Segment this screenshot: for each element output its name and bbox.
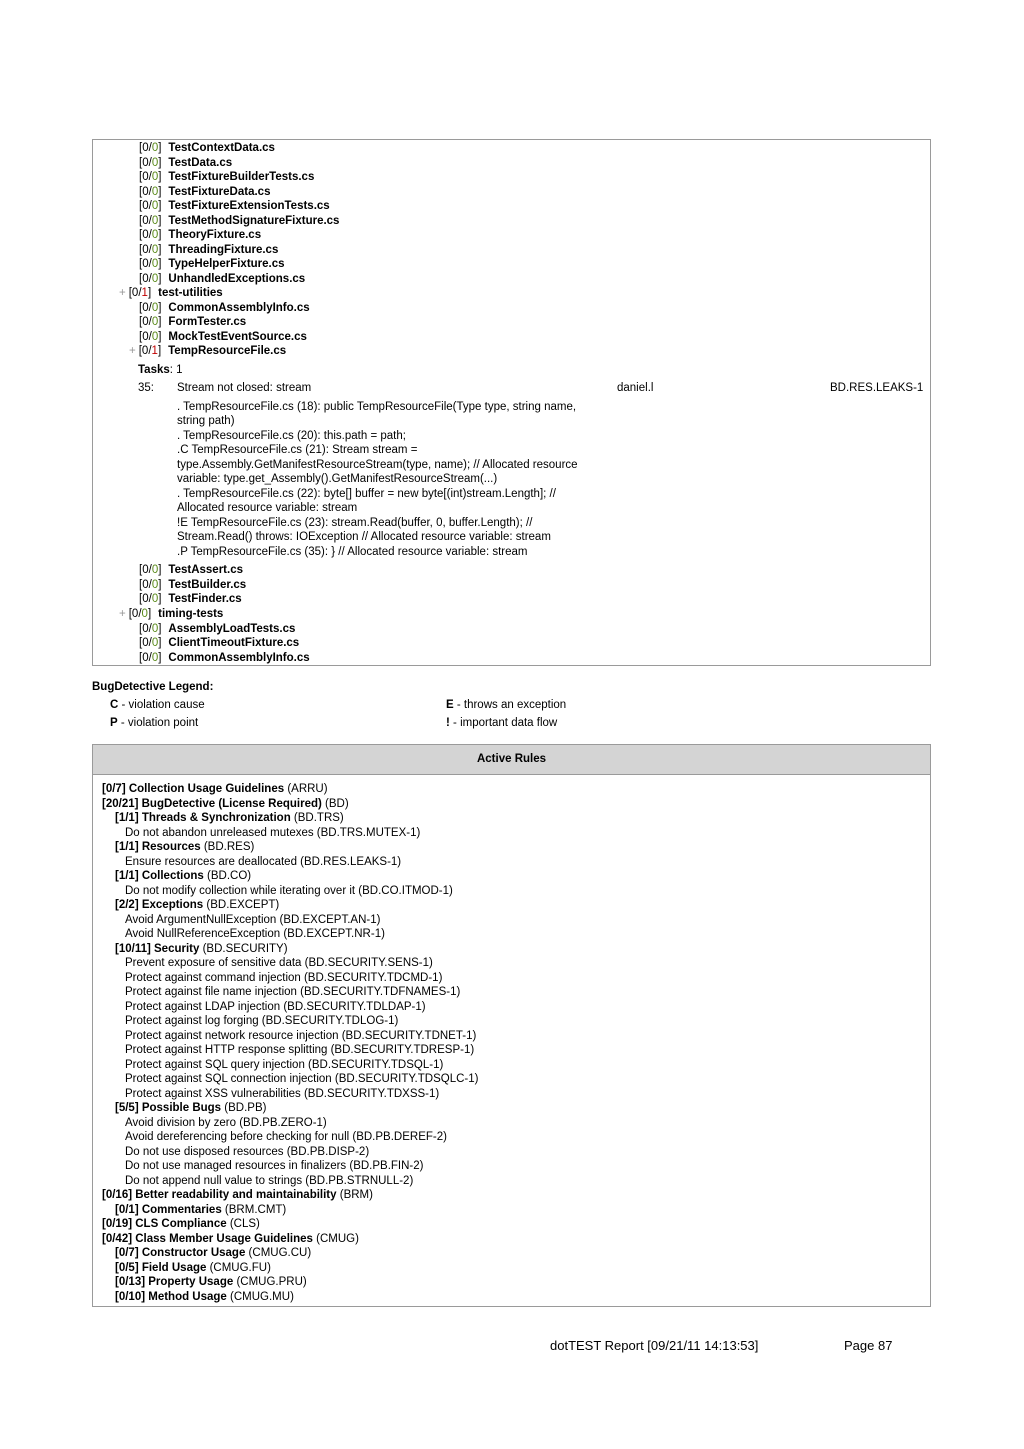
file-item[interactable]: [0/0] TestMethodSignatureFixture.cs — [139, 214, 340, 227]
rule-category: [2/2] Exceptions (BD.EXCEPT) — [115, 899, 280, 911]
rule-category: [20/21] BugDetective (License Required) (BD) — [102, 797, 349, 810]
file-item[interactable]: [0/0] TestFixtureBuilderTests.cs — [139, 171, 315, 183]
rule-item: Do not abandon unreleased mutexes (BD.TRS.MUTEX-1) — [125, 826, 421, 839]
file-item[interactable]: [0/0] ThreadingFixture.cs — [139, 243, 279, 256]
rule-category: [0/16] Better readability and maintainability (BRM) — [102, 1189, 373, 1201]
rule-category: [0/42] Class Member Usage Guidelines (CMUG) — [102, 1232, 359, 1245]
legend-item-c: C - violation cause — [110, 699, 205, 711]
rule-item: Protect against command injection (BD.SECURITY.TDCMD-1) — [125, 971, 443, 984]
file-item[interactable]: [0/0] TypeHelperFixture.cs — [139, 258, 285, 270]
file-item[interactable]: [0/0] TestAssert.cs — [139, 564, 243, 576]
rule-category: [5/5] Possible Bugs (BD.PB) — [115, 1102, 267, 1114]
file-item[interactable]: [0/0] TheoryFixture.cs — [139, 229, 262, 241]
task-trace-line: variable: type.get_Assembly().GetManifestResourceStream(...) — [177, 473, 498, 485]
task-trace-line: Allocated resource variable: stream — [177, 502, 358, 514]
rule-item: Ensure resources are deallocated (BD.RES.LEAKS-1) — [125, 855, 402, 868]
file-item[interactable]: [0/0] TestData.cs — [139, 156, 233, 169]
task-trace-line: !E TempResourceFile.cs (23): stream.Read(buffer, 0, buffer.Length); // — [177, 516, 533, 529]
active-rules-header: Active Rules — [93, 745, 930, 775]
file-item[interactable]: [0/0] ClientTimeoutFixture.cs — [139, 637, 300, 649]
rule-item: Protect against SQL connection injection (BD.SECURITY.TDSQLC-1) — [125, 1073, 479, 1085]
task-trace-line: . TempResourceFile.cs (22): byte[] buffer = new byte[(int)stream.Length]; // — [177, 487, 556, 500]
file-item[interactable]: [0/0] AssemblyLoadTests.cs — [139, 622, 296, 635]
rule-item: Do not modify collection while iterating over it (BD.CO.ITMOD-1) — [125, 884, 453, 897]
folder-item-timing-tests[interactable]: + [0/0] timing-tests — [119, 608, 224, 620]
task-author: daniel.l — [617, 382, 654, 394]
file-item[interactable]: [0/0] MockTestEventSource.cs — [139, 330, 307, 343]
file-item[interactable]: [0/0] TestFinder.cs — [139, 593, 242, 605]
expand-icon[interactable]: + — [119, 608, 126, 620]
file-item[interactable]: [0/0] UnhandledExceptions.cs — [139, 272, 306, 285]
expand-icon[interactable]: + — [129, 345, 136, 357]
rule-item: Prevent exposure of sensitive data (BD.SECURITY.SENS-1) — [125, 957, 433, 969]
rule-item: Protect against file name injection (BD.SECURITY.TDFNAMES-1) — [125, 986, 461, 998]
file-item[interactable]: [0/0] CommonAssemblyInfo.cs — [139, 651, 310, 664]
rule-item: Do not use managed resources in finalizers (BD.PB.FIN-2) — [125, 1160, 424, 1172]
task-trace-line: .P TempResourceFile.cs (35): } // Allocated resource variable: stream — [177, 545, 528, 558]
rule-category: [0/1] Commentaries (BRM.CMT) — [115, 1203, 287, 1216]
file-item[interactable]: [0/0] TestBuilder.cs — [139, 578, 247, 591]
rule-item: Avoid ArgumentNullException (BD.EXCEPT.AN-1) — [125, 913, 381, 926]
file-item[interactable]: [0/0] FormTester.cs — [139, 316, 247, 328]
file-item[interactable]: [0/0] TestFixtureExtensionTests.cs — [139, 200, 330, 212]
footer-report: dotTEST Report [09/21/11 14:13:53] — [550, 1338, 759, 1353]
task-trace-line: . TempResourceFile.cs (18): public TempResourceFile(Type type, string name, — [177, 400, 577, 413]
task-message: Stream not closed: stream — [177, 382, 312, 394]
rule-category: [1/1] Threads & Synchronization (BD.TRS) — [115, 812, 344, 824]
file-tree-panel — [92, 139, 931, 666]
footer-page: Page 87 — [844, 1338, 893, 1353]
rule-category: [0/13] Property Usage (CMUG.PRU) — [115, 1276, 307, 1288]
rule-item: Avoid division by zero (BD.PB.ZERO-1) — [125, 1116, 327, 1129]
expand-icon[interactable]: + — [119, 287, 126, 299]
rule-category: [0/7] Constructor Usage (CMUG.CU) — [115, 1247, 312, 1259]
rule-item: Do not append null value to strings (BD.PB.STRNULL-2) — [125, 1174, 414, 1187]
active-rules-panel — [92, 744, 931, 1307]
rule-item: Protect against SQL query injection (BD.SECURITY.TDSQL-1) — [125, 1058, 444, 1071]
file-item[interactable]: [0/0] TestFixtureData.cs — [139, 185, 271, 198]
rule-category: [10/11] Security (BD.SECURITY) — [115, 942, 288, 955]
rule-category: [0/5] Field Usage (CMUG.FU) — [115, 1261, 271, 1274]
rule-category: [0/19] CLS Compliance (CLS) — [102, 1218, 260, 1230]
file-item[interactable]: [0/0] CommonAssemblyInfo.cs — [139, 301, 310, 314]
task-rule-id: BD.RES.LEAKS-1 — [830, 382, 924, 394]
rule-category: [1/1] Collections (BD.CO) — [115, 870, 252, 882]
legend-item-e: E - throws an exception — [446, 699, 567, 711]
folder-item-test-utilities[interactable]: + [0/1] test-utilities — [119, 287, 223, 299]
rule-item: Protect against network resource injection (BD.SECURITY.TDNET-1) — [125, 1029, 477, 1042]
task-trace-line: string path) — [177, 415, 235, 427]
rule-category: [0/10] Method Usage (CMUG.MU) — [115, 1290, 294, 1303]
task-trace-line: Stream.Read() throws: IOException // Allocated resource variable: stream — [177, 531, 551, 543]
rule-item: Do not use disposed resources (BD.PB.DISP-2) — [125, 1145, 370, 1158]
file-item-temp-resource[interactable]: + [0/1] TempResourceFile.cs — [129, 345, 287, 357]
rule-item: Protect against log forging (BD.SECURITY.TDLOG-1) — [125, 1015, 399, 1027]
task-line-number: 35: — [138, 382, 154, 394]
tasks-label: Tasks: 1 — [138, 364, 183, 376]
rule-item: Protect against HTTP response splitting (BD.SECURITY.TDRESP-1) — [125, 1044, 475, 1056]
file-item[interactable]: [0/0] TestContextData.cs — [139, 142, 275, 154]
task-trace-line: . TempResourceFile.cs (20): this.path = path; — [177, 429, 406, 442]
rule-category: [0/7] Collection Usage Guidelines (ARRU) — [102, 783, 328, 795]
legend-title: BugDetective Legend: — [92, 681, 214, 693]
task-trace-line: .C TempResourceFile.cs (21): Stream stream = — [177, 444, 418, 456]
rule-item: Protect against LDAP injection (BD.SECURITY.TDLDAP-1) — [125, 1000, 426, 1013]
task-trace-line: type.Assembly.GetManifestResourceStream(type, name); // Allocated resource — [177, 458, 578, 471]
rule-category: [1/1] Resources (BD.RES) — [115, 841, 255, 853]
legend-item-p: P - violation point — [110, 717, 199, 729]
legend-item-important: ! - important data flow — [446, 717, 558, 729]
rule-item: Avoid dereferencing before checking for null (BD.PB.DEREF-2) — [125, 1131, 447, 1143]
rule-item: Avoid NullReferenceException (BD.EXCEPT.NR-1) — [125, 928, 385, 940]
rule-item: Protect against XSS vulnerabilities (BD.SECURITY.TDXSS-1) — [125, 1087, 440, 1100]
